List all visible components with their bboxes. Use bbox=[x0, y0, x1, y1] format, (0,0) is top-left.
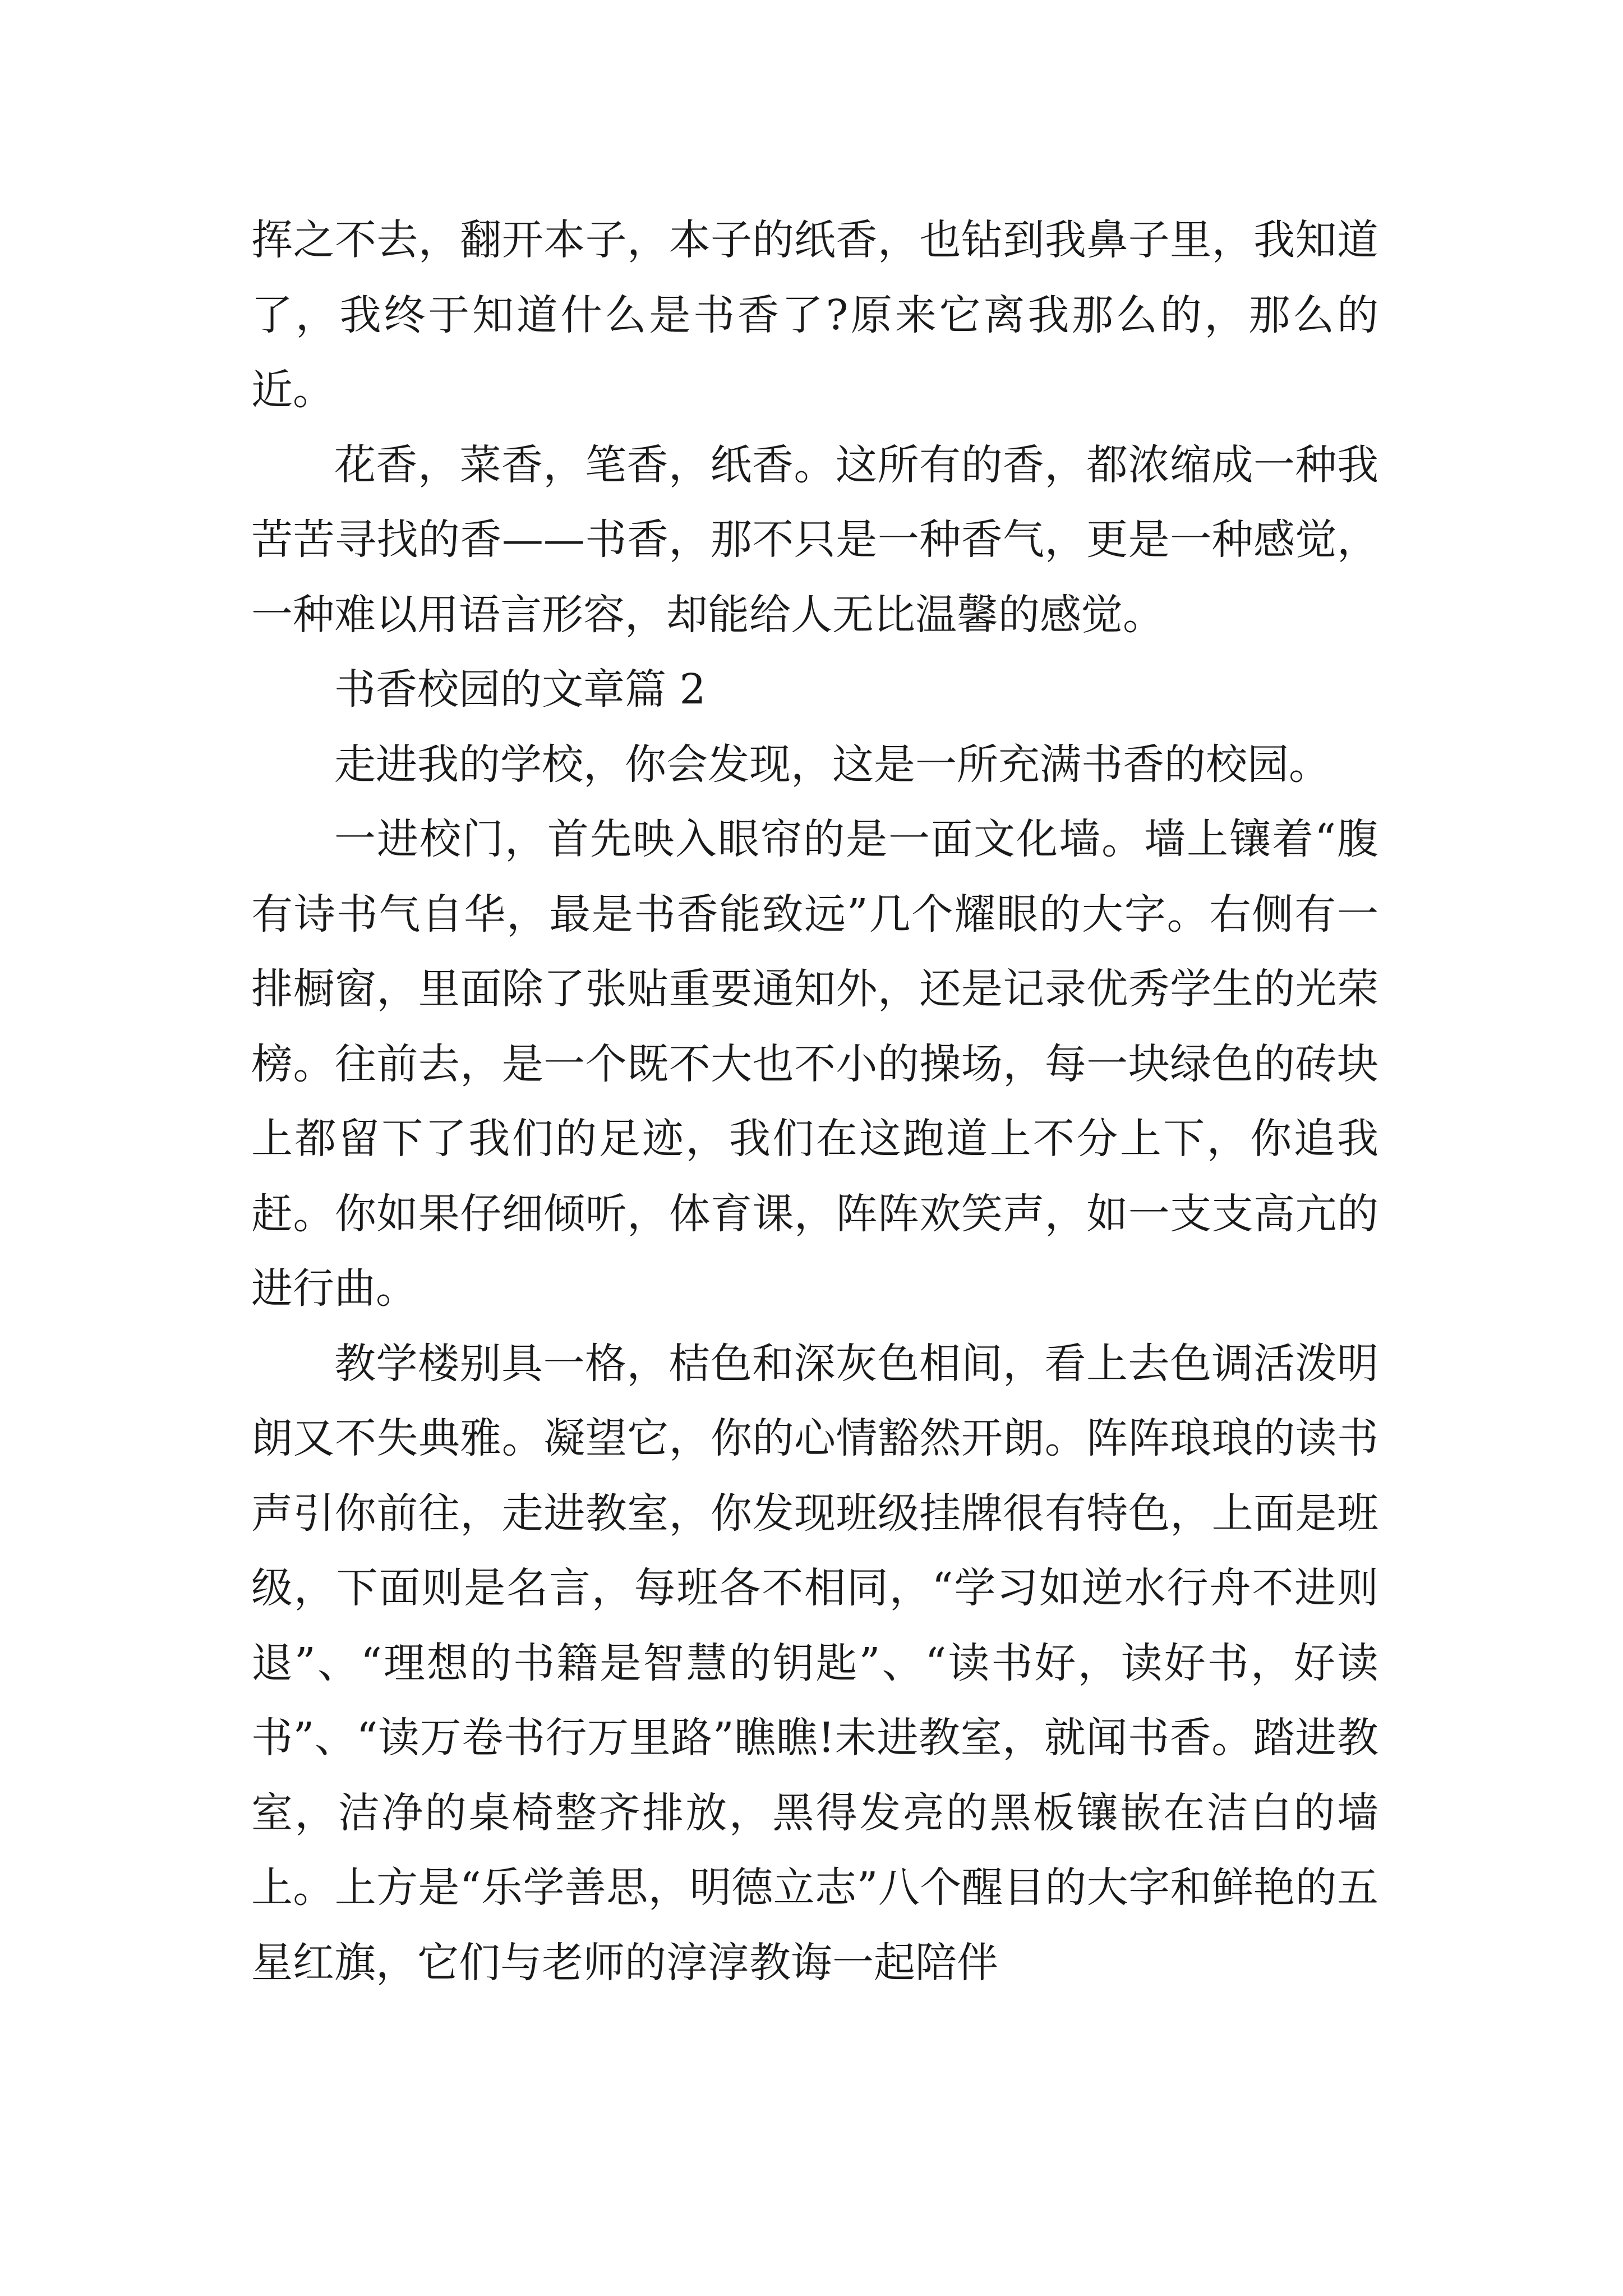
paragraph: 花香，菜香，笔香，纸香。这所有的香，都浓缩成一种我苦苦寻找的香——书香，那不只是一种香气，更是一种感觉，一种难以用语言形容，却能给人无比温馨的感觉。 bbox=[251, 440, 1378, 639]
paragraph: 走进我的学校，你会发现，这是一所充满书香的校园。 bbox=[334, 740, 1330, 789]
section-heading: 书香校园的文章篇 2 bbox=[334, 665, 706, 714]
paragraph: 一进校门，首先映入眼帘的是一面文化墙。墙上镶着“腹有诗书气自华，最是书香能致远”几个耀眼的大字。右侧有一排橱窗，里面除了张贴重要通知外，还是记录优秀学生的光荣榜。往前去，是一个既不大也不小的操场，每一块绿色的砖块上都留下了我们的足迹，我们在这跑道上不分上下，你追我赶。你如果仔细倾听，体育课，阵阵欢笑声，如一支支高亢的进行曲。 bbox=[251, 815, 1378, 1313]
paragraph: 教学楼别具一格，桔色和深灰色相间，看上去色调活泼明朗又不失典雅。凝望它，你的心情豁然开朗。阵阵琅琅的读书声引你前往，走进教室，你发现班级挂牌很有特色，上面是班级，下面则是名言，每班各不相同，“学习如逆水行舟不进则退”、“理想的书籍是智慧的钥匙”、“读书好，读好书，好读书”、“读万卷书行万里路”瞧瞧!未进教室，就闻书香。踏进教室，洁净的桌椅整齐排放，黑得发亮的黑板镶嵌在洁白的墙上。上方是“乐学善思，明德立志”八个醒目的大字和鲜艳的五星红旗，它们与老师的淳淳教诲一起陪伴 bbox=[251, 1339, 1378, 1987]
paragraph-continuation: 挥之不去，翻开本子，本子的纸香，也钻到我鼻子里，我知道了，我终于知道什么是书香了?原来它离我那么的，那么的近。 bbox=[251, 216, 1378, 414]
document-body bbox=[251, 203, 1378, 2000]
